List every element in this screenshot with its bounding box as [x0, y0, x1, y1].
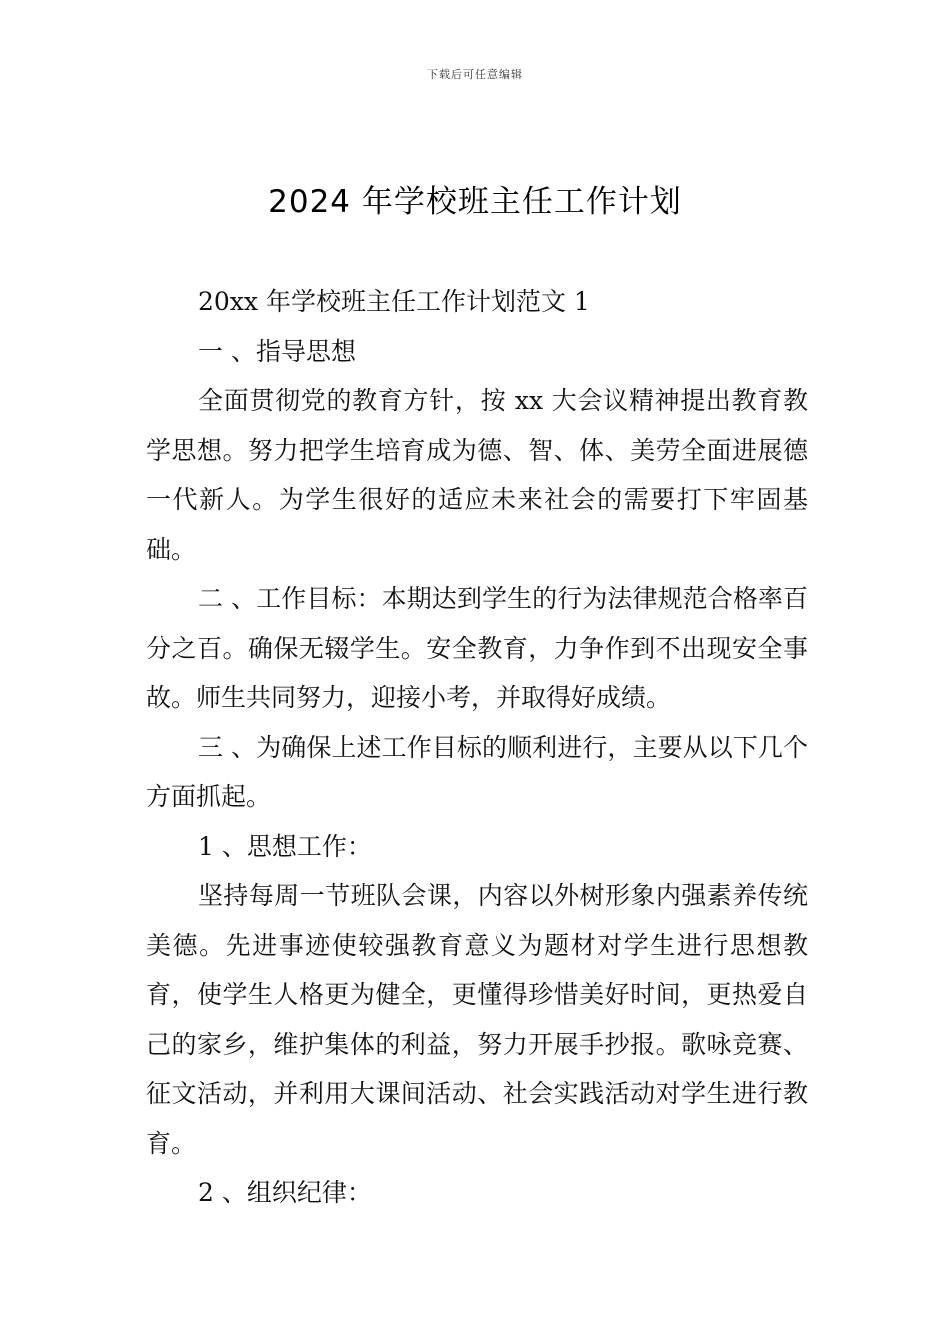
paragraph-work-goal: 二 、工作目标：本期达到学生的行为法律规范合格率百分之百。确保无辍学生。安全教育，力争作到不出现安全事故。师生共同努力，迎接小考，并取得好成绩。 [146, 584, 808, 712]
paragraph-sub-heading-1: 1 、思想工作： [198, 831, 372, 861]
paragraph-ideology-work: 坚持每周一节班队会课，内容以外树形象内强素养传统美德。先进事迹使较强教育意义为题材对学生进行思想教育，使学生人格更为健全，更懂得珍惜美好时间，更热爱自己的家乡，维护集体的利益，努力开展手抄报。歌咏竞赛、征文活动，并利用大课间活动、社会实践活动对学生进行教育。 [146, 881, 808, 1158]
paragraph-subtitle: 20xx 年学校班主任工作计划范文 1 [198, 287, 590, 316]
header-note: 下载后可任意编辑 [427, 68, 523, 81]
document-body [146, 277, 808, 1218]
paragraph-guiding-thought: 全面贯彻党的教育方针，按 xx 大会议精神提出教育教学思想。努力把学生培育成为德、智、体、美劳全面进展德一代新人。为学生很好的适应未来社会的需要打下牢固基础。 [146, 386, 808, 564]
paragraph-heading-1: 一 、指导思想 [198, 336, 356, 366]
paragraph-heading-3: 三 、为确保上述工作目标的顺利进行，主要从以下几个方面抓起。 [146, 732, 808, 811]
paragraph-sub-heading-2: 2 、组织纪律： [198, 1178, 372, 1207]
document-title: 2024 年学校班主任工作计划 [268, 184, 682, 220]
